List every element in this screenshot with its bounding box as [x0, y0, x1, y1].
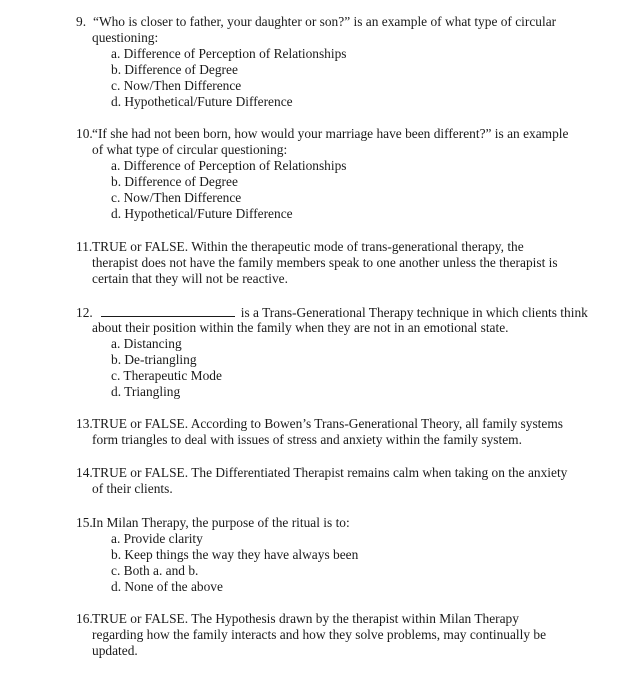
question-number: 9.	[76, 14, 87, 29]
answer-option-c: c. Therapeutic Mode	[111, 368, 222, 383]
question-text: TRUE or FALSE. Within the therapeutic mode of trans-generational therapy, the	[92, 239, 524, 254]
question-text: TRUE or FALSE. The Differentiated Therapist remains calm when taking on the anxiety	[92, 465, 568, 480]
answer-option-c: c. Now/Then Difference	[111, 190, 242, 205]
answer-option-d: d. Hypothetical/Future Difference	[111, 94, 293, 109]
question-number: 13.	[76, 416, 93, 431]
answer-option-c: c. Now/Then Difference	[111, 78, 242, 93]
question-text: In Milan Therapy, the purpose of the ritual is to:	[92, 515, 350, 530]
question-text: TRUE or FALSE. The Hypothesis drawn by the therapist within Milan Therapy	[92, 611, 519, 626]
question-text: TRUE or FALSE. According to Bowen’s Trans-Generational Theory, all family systems	[92, 416, 563, 431]
answer-option-c: c. Both a. and b.	[111, 563, 199, 578]
answer-option-d: d. None of the above	[111, 579, 223, 594]
answer-option-b: b. Keep things the way they have always been	[111, 547, 359, 562]
question-number: 14.	[76, 465, 93, 480]
question-text: updated.	[92, 643, 138, 658]
question-text: form triangles to deal with issues of stress and anxiety within the family system.	[92, 432, 522, 447]
question-text: certain that they will not be reactive.	[92, 271, 288, 286]
question-number: 16.	[76, 611, 93, 626]
question-text: of what type of circular questioning:	[92, 142, 288, 157]
question-number	[76, 304, 588, 321]
answer-option-d: d. Triangling	[111, 384, 181, 399]
answer-option-a: a. Provide clarity	[111, 531, 203, 546]
question-text: about their position within the family when they are not in an emotional state.	[92, 320, 509, 335]
question-text: therapist does not have the family members speak to one another unless the therapist is	[92, 255, 558, 270]
answer-option-a: a. Difference of Perception of Relationships	[111, 46, 347, 61]
answer-option-b: b. Difference of Degree	[111, 62, 238, 77]
answer-option-d: d. Hypothetical/Future Difference	[111, 206, 293, 221]
answer-option-b: b. Difference of Degree	[111, 174, 238, 189]
fill-in-blank	[101, 304, 235, 317]
question-text: is a Trans-Generational Therapy technique in which clients think	[240, 305, 588, 320]
answer-option-a: a. Distancing	[111, 336, 182, 351]
question-number: 11.	[76, 239, 93, 254]
question-number: 10.	[76, 126, 93, 141]
answer-option-b: b. De-triangling	[111, 352, 197, 367]
question-text: questioning:	[92, 30, 159, 45]
question-number: 15.	[76, 515, 93, 530]
question-text: “If she had not been born, how would your marriage have been different?” is an example	[92, 126, 569, 141]
question-number-label: 12.	[76, 305, 93, 320]
answer-option-a: a. Difference of Perception of Relationships	[111, 158, 347, 173]
question-text: “Who is closer to father, your daughter or son?” is an example of what type of circular	[93, 14, 557, 29]
question-text: of their clients.	[92, 481, 173, 496]
question-text: regarding how the family interacts and how they solve problems, may continually be	[92, 627, 547, 642]
